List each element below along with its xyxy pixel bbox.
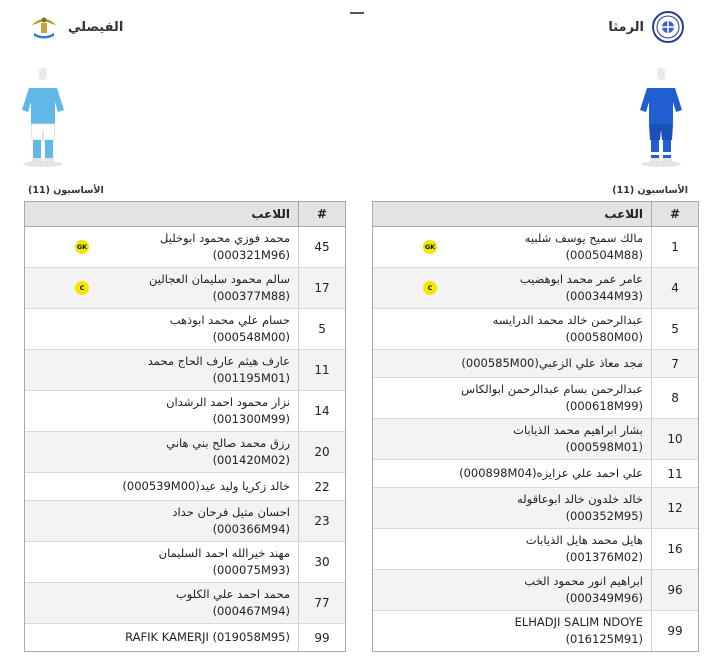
player-name[interactable]: ابراهيم انور محمود الخب — [524, 574, 643, 588]
player-name[interactable]: مالك سميح يوسف شلبيه — [524, 231, 643, 245]
player-info — [160, 230, 290, 264]
player-code: (000366M94) — [212, 522, 290, 536]
player-name[interactable]: عبدالرحمن خالد محمد الدرايسه — [492, 313, 643, 327]
player-code: (000075M93) — [212, 563, 290, 577]
table-row[interactable] — [373, 227, 698, 268]
player-number: 99 — [651, 611, 698, 651]
table-row[interactable] — [373, 460, 698, 488]
table-row[interactable] — [373, 488, 698, 529]
player-number: 11 — [298, 350, 345, 390]
home-kit-icon — [638, 68, 684, 168]
table-row[interactable] — [373, 309, 698, 350]
home-team-name: الرمثا — [608, 19, 644, 35]
away-starters-caption: الأساسيون (11) — [28, 185, 104, 196]
player-number: 99 — [298, 624, 345, 651]
player-cell — [373, 570, 651, 610]
table-row[interactable] — [25, 432, 345, 473]
player-name[interactable]: هايل محمد هايل الذيابات — [525, 533, 643, 547]
ramtha-logo-icon — [652, 11, 684, 43]
player-name[interactable]: محمد فوزي محمود ابوخليل — [160, 231, 290, 245]
away-team-header[interactable] — [28, 10, 123, 44]
player-number: 30 — [298, 542, 345, 582]
away-team-name: الفيصلي — [68, 19, 124, 35]
table-row[interactable] — [373, 529, 698, 570]
player-cell — [25, 432, 298, 472]
home-starters-caption: الأساسيون (11) — [612, 185, 688, 196]
player-name[interactable]: علي احمد علي عزايزه(000898M04) — [459, 466, 643, 480]
player-info — [172, 504, 290, 538]
player-code: (001195M01) — [212, 371, 290, 385]
table-row[interactable] — [373, 378, 698, 419]
table-row[interactable] — [25, 227, 345, 268]
home-roster-table — [372, 201, 699, 652]
player-name[interactable]: مجد معاذ علي الزعبي(000585M00) — [461, 356, 643, 370]
player-info — [166, 394, 290, 428]
player-info — [148, 353, 290, 387]
table-row[interactable] — [373, 570, 698, 611]
player-name[interactable]: حسام علي محمد ابوذهب — [169, 313, 290, 327]
player-number: 16 — [651, 529, 698, 569]
player-number: 77 — [298, 583, 345, 623]
player-info — [459, 465, 643, 482]
player-info — [122, 478, 290, 495]
player-number: 1 — [651, 227, 698, 267]
player-code: (000321M96) — [212, 248, 290, 262]
player-name[interactable]: محمد احمد علي الكلوب — [175, 587, 290, 601]
table-row[interactable] — [373, 268, 698, 309]
player-info — [524, 573, 643, 607]
player-number: 96 — [651, 570, 698, 610]
player-name[interactable]: عبدالرحمن بسام عبدالرحمن ابوالكاس — [461, 382, 643, 396]
player-code: (000598M01) — [565, 440, 643, 454]
player-number: 14 — [298, 391, 345, 431]
player-code: (016125M91) — [565, 632, 643, 646]
player-name[interactable]: خالد زكريا وليد عيد(000539M00) — [122, 479, 290, 493]
player-number: 22 — [298, 473, 345, 500]
player-cell — [373, 268, 651, 308]
table-row[interactable] — [25, 473, 345, 501]
player-info — [125, 629, 290, 646]
table-row[interactable] — [25, 309, 345, 350]
player-name[interactable]: رزق محمد صالح بني هاني — [166, 436, 290, 450]
player-code: (001300M99) — [212, 412, 290, 426]
player-cell — [25, 624, 298, 651]
player-cell — [373, 350, 651, 377]
away-roster-table — [24, 201, 346, 652]
player-info — [517, 491, 643, 525]
player-cell — [373, 419, 651, 459]
player-info — [515, 614, 643, 648]
player-cell — [25, 227, 298, 267]
player-number: 5 — [651, 309, 698, 349]
table-row[interactable] — [25, 391, 345, 432]
player-number: 12 — [651, 488, 698, 528]
player-number: 20 — [298, 432, 345, 472]
away-kit-icon — [20, 68, 66, 168]
player-info — [166, 435, 290, 469]
captain-badge: C — [75, 281, 89, 295]
player-number: 11 — [651, 460, 698, 487]
player-info — [176, 586, 290, 620]
player-cell — [373, 378, 651, 418]
player-info — [170, 312, 290, 346]
player-name[interactable]: نزار محمود احمد الرشدان — [166, 395, 290, 409]
player-name[interactable]: عامر عمر محمد ابوهضيب — [519, 272, 643, 286]
header-player: اللاعب — [251, 207, 290, 221]
player-cell — [25, 583, 298, 623]
table-row[interactable] — [25, 624, 345, 651]
table-row[interactable] — [25, 583, 345, 624]
player-number: 8 — [651, 378, 698, 418]
player-code: (000377M88) — [212, 289, 290, 303]
home-team-header[interactable] — [608, 10, 684, 44]
captain-badge: C — [423, 281, 437, 295]
player-cell — [373, 529, 651, 569]
player-name[interactable]: سالم محمود سليمان العجالين — [149, 272, 290, 286]
player-info — [461, 381, 643, 415]
player-name[interactable]: مهند خيرالله احمد السليمان — [158, 546, 290, 560]
player-cell — [373, 309, 651, 349]
player-code: (000548M00) — [212, 330, 290, 344]
player-info — [159, 545, 290, 579]
player-cell — [25, 268, 298, 308]
player-cell — [25, 501, 298, 541]
header-number: # — [651, 202, 698, 226]
player-code: (001420M02) — [212, 453, 290, 467]
header-player: اللاعب — [604, 207, 643, 221]
table-row[interactable] — [373, 419, 698, 460]
table-row[interactable] — [373, 350, 698, 378]
table-row[interactable] — [25, 542, 345, 583]
player-cell — [25, 391, 298, 431]
faisaly-logo-icon — [28, 11, 60, 43]
player-code: (000344M93) — [565, 289, 643, 303]
header-number: # — [298, 202, 345, 226]
player-cell — [373, 227, 651, 267]
player-number: 7 — [651, 350, 698, 377]
player-name[interactable]: بشار ابراهيم محمد الذيابات — [513, 423, 643, 437]
table-header — [25, 202, 345, 227]
player-cell — [373, 611, 651, 651]
player-name[interactable]: خالد خلدون خالد ابوعاقوله — [516, 492, 643, 506]
player-info — [461, 355, 643, 372]
player-name[interactable]: احسان متيل فرحان حداد — [172, 505, 290, 519]
player-code: (001376M02) — [565, 550, 643, 564]
table-row[interactable] — [25, 268, 345, 309]
player-info — [520, 271, 643, 305]
player-number: 4 — [651, 268, 698, 308]
player-info — [526, 532, 643, 566]
player-number: 5 — [298, 309, 345, 349]
player-number: 45 — [298, 227, 345, 267]
player-cell — [25, 309, 298, 349]
player-code: (000580M00) — [565, 330, 643, 344]
player-cell — [373, 488, 651, 528]
player-number: 23 — [298, 501, 345, 541]
player-name[interactable]: ELHADJI SALIM NDOYE — [514, 615, 643, 629]
player-code: (000467M94) — [212, 604, 290, 618]
goalkeeper-badge: GK — [423, 240, 437, 254]
player-info — [493, 312, 643, 346]
player-number: 17 — [298, 268, 345, 308]
player-cell — [25, 542, 298, 582]
player-info — [525, 230, 643, 264]
player-cell — [25, 473, 298, 500]
player-name[interactable]: عارف هيثم عارف الحاج محمد — [147, 354, 290, 368]
player-info — [513, 422, 643, 456]
player-cell — [25, 350, 298, 390]
table-row[interactable] — [373, 611, 698, 651]
player-code: (000618M99) — [565, 399, 643, 413]
table-header — [373, 202, 698, 227]
player-code: (000349M96) — [565, 591, 643, 605]
player-number: 10 — [651, 419, 698, 459]
player-code: (000352M95) — [565, 509, 643, 523]
player-name[interactable]: RAFIK KAMERJI (019058M95) — [125, 630, 290, 644]
table-row[interactable] — [25, 350, 345, 391]
player-cell — [373, 460, 651, 487]
player-info — [149, 271, 290, 305]
player-code: (000504M88) — [565, 248, 643, 262]
table-row[interactable] — [25, 501, 345, 542]
top-separator — [350, 12, 364, 14]
goalkeeper-badge: GK — [75, 240, 89, 254]
